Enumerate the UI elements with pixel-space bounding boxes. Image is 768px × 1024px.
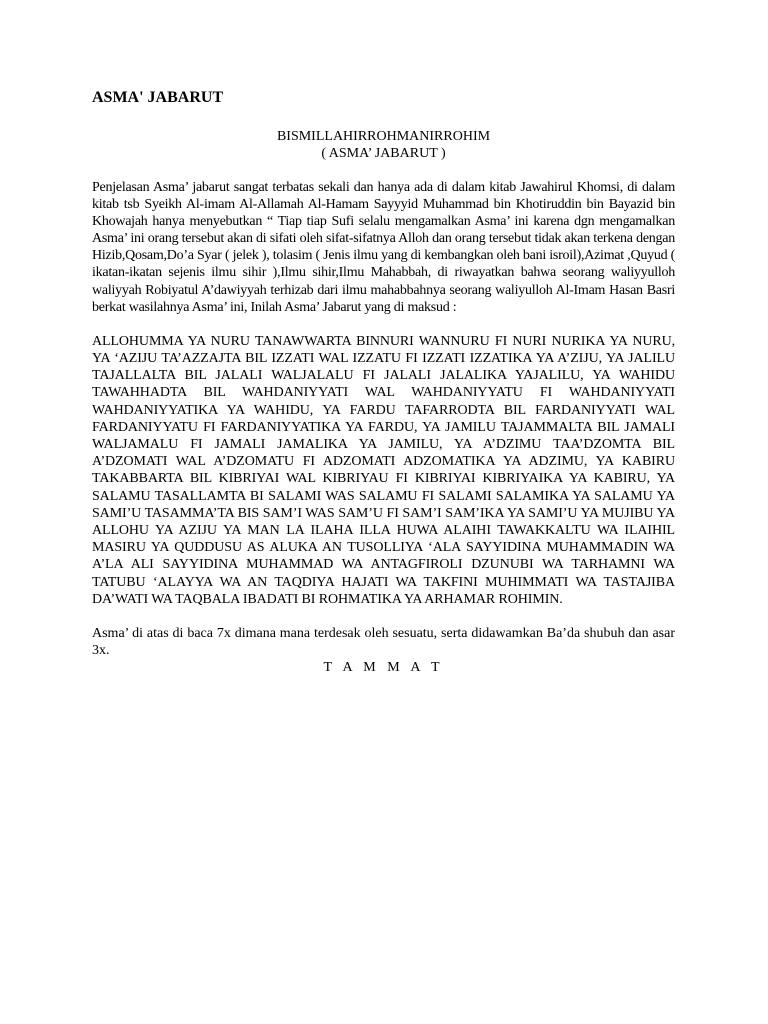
heading-block	[92, 128, 675, 162]
closing-paragraph: Asma’ di atas di baca 7x dimana mana terdesak oleh sesuatu, serta didawamkan Ba’da shubuh dan asar 3x.	[92, 626, 675, 659]
document-page	[92, 88, 675, 676]
document-title: ASMA' JABARUT	[92, 89, 224, 106]
subheading: ( ASMA’ JABARUT )	[321, 146, 446, 161]
end-mark: T A M M A T	[323, 660, 444, 676]
basmala-heading: BISMILLAHIRROHMANIRROHIM	[276, 129, 491, 144]
intro-paragraph: Penjelasan Asma’ jabarut sangat terbatas sekali dan hanya ada di dalam kitab Jawahirul Khomsi, di dalam kitab tsb Syeikh Al-imam Al-Allamah Al-Hamam Sayyyid Muhammad bin Khotiruddin bin Bayazid bin Khowajah hanya menyebutkan “ Tiap tiap Sufi selalu mengamalkan Asma’ ini karena dgn mengamalkan Asma’ ini orang tersebut akan di sifati oleh sifat-sifatnya Alloh dan orang tersebut tidak akan terkena dengan Hizib,Qosam,Do’a Syar ( jelek ), tolasim ( Jenis ilmu yang di kembangkan oleh bani isroil),Azimat ,Quyud ( ikatan-ikatan sejenis ilmu sihir ),Ilmu sihir,Ilmu Mahabbah, di riwayatkan bahwa seorang waliyyulloh waliyyah Robiyatul A’dawiyyah terhizab dari ilmu mahabbahnya seorang waliyulloh Al-Imam Hasan Basri berkat wasilahnya Asma’ ini, Inilah Asma’ Jabarut yang di maksud :	[92, 180, 675, 315]
prayer-paragraph: ALLOHUMMA YA NURU TANAWWARTA BINNURI WANNURU FI NURI NURIKA YA NURU, YA ‘AZIJU TA’AZZAJTA BIL IZZATI WAL IZZATU FI IZZATI IZZATIKA YA A’ZIJU, YA JALILU TAJALLALTA BIL JALALI WALJALALU FI JALALI JALALIKA YAJALILU, YA WAHIDU TAWAHHADTA BIL WAHDANIYYATI WAL WAHDANIYYATU FI WAHDANIYYATI WAHDANIYYATIKA YA WAHIDU, YA FARDU TAFARRODTA BIL FARDANIYYATI WAL FARDANIYYATU FI FARDANIYYATIKA YA FARDU, YA JAMILU TAJAMMALTA BIL JAMALI WALJAMALU FI JAMALI JAMALIKA YA JAMILU, YA A’DZIMU TAA’DZOMTA BIL A’DZOMATI WAL A’DZOMATU FI ADZOMATI ADZOMATIKA YA ADZIMU, YA KABIRU TAKABBARTA BIL KIBRIYAI WAL KIBRIYAU FI KIBRIYAI KIBRIYAIKA YA KABIRU, YA SALAMU TASALLAMTA BI SALAMI WAS SALAMU FI SALAMI SALAMIKA YA SALAMU YA SAMI’U TASAMMA’TA BIS SAM’I WAS SAM’U FI SAM’I SAM’IKA YA SAMI’U YA MUJIBU YA ALLOHU YA AZIJU YA MAN LA ILAHA ILLA HUWA ALAIHI TAWAKKALTU WA ILAIHIL MASIRU YA QUDDUSU AS ALUKA AN TUSOLLIYA ‘ALA SAYYIDINA MUHAMMADIN WA A’LA ALI SAYYIDINA MUHAMMAD WA ANTAGFIROLI DZUNUBI WA TARHAMNI WA TATUBU ‘ALAYYA WA AN TAQDIYA HAJATI WA TAKFINI MUHIMMATI WA TASTAJIBA DA’WATI WA TAQBALA IBADATI BI ROHMATIKA YA ARHAMAR ROHIMIN.	[92, 333, 675, 607]
